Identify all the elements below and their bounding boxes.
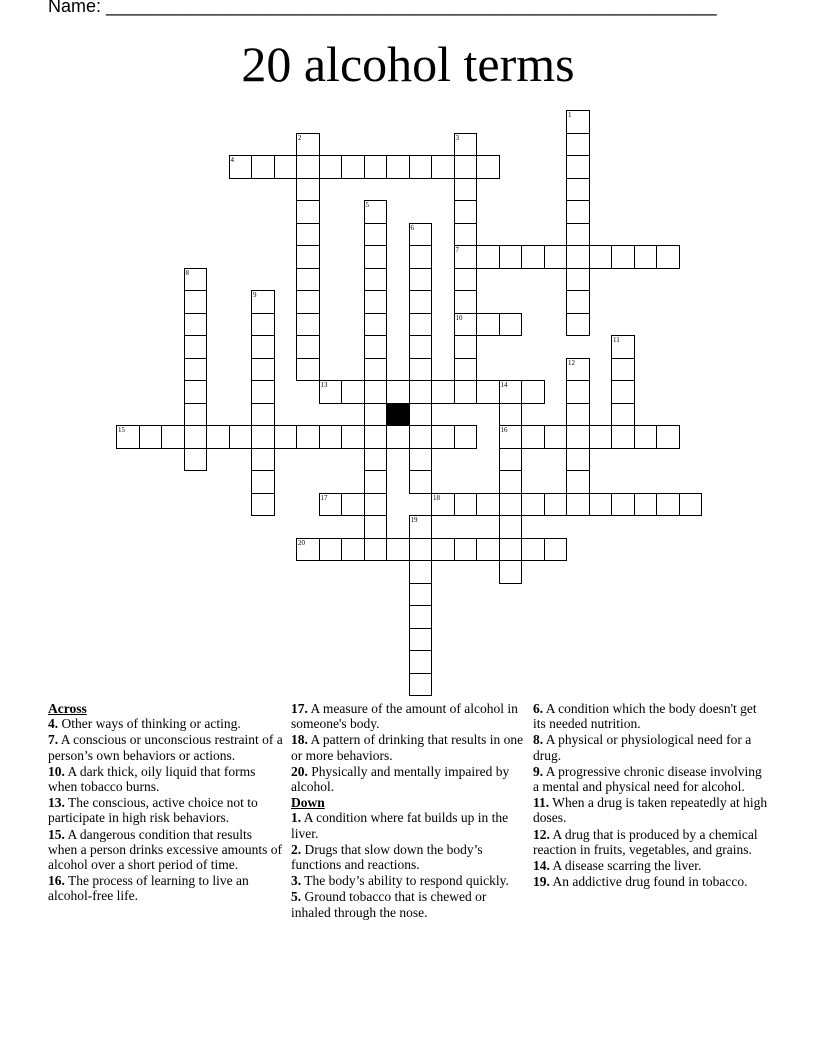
clue-number: 20. (291, 763, 308, 779)
grid-cell[interactable] (634, 493, 658, 517)
grid-cell[interactable] (409, 290, 433, 314)
clue-text: A condition which the body doesn't get its needed nutrition. (533, 701, 757, 732)
grid-cell[interactable] (454, 178, 478, 202)
grid-cell[interactable] (364, 380, 388, 404)
grid-cell[interactable] (566, 200, 590, 224)
cell-number: 20 (298, 538, 305, 547)
grid-cell[interactable] (566, 245, 590, 269)
grid-cell[interactable] (274, 425, 298, 449)
grid-cell[interactable] (521, 493, 545, 517)
grid-cell[interactable] (409, 605, 433, 629)
clue-text: A measure of the amount of alcohol in someone's body. (291, 701, 518, 732)
cell-number: 10 (455, 313, 463, 322)
grid-cell[interactable] (656, 493, 680, 517)
grid-cell[interactable] (409, 335, 433, 359)
clue-number: 8. (533, 732, 544, 748)
grid-cell[interactable] (454, 493, 478, 517)
grid-cell[interactable] (566, 133, 590, 157)
cell-number: 19 (410, 516, 418, 524)
grid-cell[interactable] (251, 335, 275, 359)
grid-cell[interactable] (319, 155, 343, 179)
grid-cell[interactable] (431, 380, 455, 404)
grid-cell[interactable] (296, 200, 320, 224)
across-clue (48, 795, 284, 825)
clue-column-1 (48, 701, 284, 905)
grid-cell[interactable] (364, 290, 388, 314)
grid-cell[interactable] (499, 448, 523, 472)
cell-number: 8 (185, 268, 189, 277)
grid-cell[interactable] (296, 538, 320, 562)
grid-cell[interactable] (364, 223, 388, 247)
grid-cell[interactable] (409, 628, 433, 652)
clue-number: 10. (48, 763, 65, 779)
grid-cell[interactable] (611, 358, 635, 382)
clue-column-2 (291, 701, 527, 921)
clue-number: 18. (291, 732, 308, 748)
grid-cell[interactable] (251, 358, 275, 382)
across-heading: Across (48, 701, 87, 716)
clue-text: Drugs that slow down the body’s functions and reactions. (291, 841, 483, 873)
cell-number: 2 (298, 133, 302, 142)
grid-cell[interactable] (364, 245, 388, 269)
grid-cell[interactable] (454, 538, 478, 562)
down-heading: Down (291, 795, 325, 811)
grid-cell[interactable] (679, 493, 703, 517)
grid-cell[interactable] (364, 515, 388, 539)
grid-cell[interactable] (589, 245, 613, 269)
grid-cell[interactable] (521, 245, 545, 269)
clue-number: 1. (291, 810, 302, 826)
grid-cell[interactable] (296, 223, 320, 247)
grid-cell[interactable] (296, 425, 320, 449)
cell-number: 5 (365, 201, 369, 209)
grid-cell[interactable] (409, 538, 433, 562)
grid-cell[interactable] (566, 155, 590, 179)
grid-cell[interactable] (611, 380, 635, 404)
across-clue (291, 701, 527, 731)
cell-number: 6 (410, 223, 414, 232)
grid-cell[interactable] (454, 133, 478, 157)
clue-number: 3. (291, 873, 302, 889)
grid-cell[interactable] (319, 425, 343, 449)
clue-text: A physical or physiological need for a drug. (533, 732, 752, 763)
grid-cell[interactable] (229, 425, 253, 449)
grid-cell[interactable] (364, 155, 388, 179)
grid-cell[interactable] (116, 425, 140, 449)
grid-cell[interactable] (566, 448, 590, 472)
grid-cell[interactable] (274, 155, 298, 179)
grid-cell[interactable] (454, 335, 478, 359)
grid-cell[interactable] (296, 313, 320, 337)
cell-number: 17 (320, 493, 328, 502)
grid-cell[interactable] (251, 493, 275, 517)
grid-cell[interactable] (566, 470, 590, 494)
down-clue (533, 732, 769, 762)
clue-number: 19. (533, 874, 550, 890)
clue-text: A conscious or unconscious restraint of a person’s own behaviors or actions. (48, 732, 283, 763)
grid-cell[interactable] (544, 538, 568, 562)
grid-cell[interactable] (409, 403, 433, 427)
grid-cell[interactable] (476, 493, 500, 517)
grid-cell[interactable] (296, 290, 320, 314)
grid-cell[interactable] (409, 560, 433, 584)
grid-cell[interactable] (611, 403, 635, 427)
grid-cell[interactable] (521, 538, 545, 562)
clue-number: 6. (533, 701, 544, 716)
grid-cell[interactable] (566, 425, 590, 449)
grid-cell[interactable] (184, 335, 208, 359)
grid-cell[interactable] (409, 425, 433, 449)
across-clue (291, 732, 527, 762)
grid-cell[interactable] (341, 425, 365, 449)
clue-text: The body’s ability to respond quickly. (304, 873, 509, 889)
cell-number: 16 (500, 426, 508, 434)
grid-cell[interactable] (341, 155, 365, 179)
cell-number: 12 (568, 358, 575, 367)
grid-cell[interactable] (611, 493, 635, 517)
clue-number: 14. (533, 858, 550, 874)
grid-cell[interactable] (634, 425, 658, 449)
grid-cell[interactable] (251, 470, 275, 494)
grid-cell[interactable] (634, 245, 658, 269)
across-clue (48, 764, 284, 794)
grid-cell[interactable] (341, 538, 365, 562)
clue-text: A progressive chronic disease involving a mental and physical need for alcohol. (533, 763, 762, 795)
grid-cell[interactable] (184, 358, 208, 382)
down-clue (533, 795, 769, 825)
clue-text: The conscious, active choice not to participate in high risk behaviors. (48, 795, 258, 826)
grid-cell[interactable] (454, 313, 478, 337)
black-square (386, 403, 410, 427)
grid-cell[interactable] (296, 335, 320, 359)
grid-cell[interactable] (611, 245, 635, 269)
grid-cell[interactable] (386, 380, 410, 404)
grid-cell[interactable] (409, 155, 433, 179)
grid-cell[interactable] (499, 245, 523, 269)
grid-cell[interactable] (499, 515, 523, 539)
grid-cell[interactable] (454, 268, 478, 292)
grid-cell[interactable] (611, 425, 635, 449)
grid-cell[interactable] (296, 358, 320, 382)
clue-number: 5. (291, 889, 302, 905)
grid-cell[interactable] (251, 313, 275, 337)
grid-cell[interactable] (184, 313, 208, 337)
grid-cell[interactable] (296, 245, 320, 269)
grid-cell[interactable] (184, 448, 208, 472)
grid-cell[interactable] (319, 538, 343, 562)
clue-column-3 (533, 701, 769, 890)
grid-cell[interactable] (409, 380, 433, 404)
grid-cell[interactable] (566, 178, 590, 202)
grid-cell[interactable] (386, 538, 410, 562)
grid-cell[interactable] (364, 268, 388, 292)
grid-cell[interactable] (364, 493, 388, 517)
down-clue (533, 874, 769, 889)
grid-cell[interactable] (409, 313, 433, 337)
grid-cell[interactable] (409, 223, 433, 247)
grid-cell[interactable] (364, 200, 388, 224)
grid-cell[interactable] (251, 380, 275, 404)
grid-cell[interactable] (499, 493, 523, 517)
clue-text: When a drug is taken repeatedly at high doses. (533, 795, 768, 826)
cell-number: 1 (568, 111, 572, 119)
grid-cell[interactable] (521, 380, 545, 404)
cell-number: 7 (455, 246, 459, 254)
grid-cell[interactable] (409, 268, 433, 292)
clue-text: An addictive drug found in tobacco. (552, 874, 748, 890)
grid-cell[interactable] (409, 448, 433, 472)
grid-cell[interactable] (251, 155, 275, 179)
down-clue (291, 889, 527, 919)
grid-cell[interactable] (476, 380, 500, 404)
down-clue (291, 842, 527, 872)
grid-cell[interactable] (296, 178, 320, 202)
grid-cell[interactable] (476, 313, 500, 337)
grid-cell[interactable] (409, 583, 433, 607)
grid-cell[interactable] (386, 155, 410, 179)
grid-cell[interactable] (499, 313, 523, 337)
grid-cell[interactable] (161, 425, 185, 449)
grid-cell[interactable] (476, 538, 500, 562)
grid-cell[interactable] (364, 313, 388, 337)
clue-text: Ground tobacco that is chewed or inhaled through the nose. (291, 889, 487, 920)
grid-cell[interactable] (566, 313, 590, 337)
grid-cell[interactable] (409, 245, 433, 269)
grid-cell[interactable] (184, 425, 208, 449)
grid-cell[interactable] (476, 155, 500, 179)
down-clue (291, 810, 527, 840)
across-clue (291, 764, 527, 794)
down-clue (291, 873, 527, 888)
cell-number: 4 (230, 156, 234, 164)
grid-cell[interactable] (184, 380, 208, 404)
grid-cell[interactable] (431, 538, 455, 562)
grid-cell[interactable] (184, 268, 208, 292)
grid-cell[interactable] (364, 448, 388, 472)
clue-number: 12. (533, 826, 550, 842)
grid-cell[interactable] (499, 380, 523, 404)
clue-number: 13. (48, 795, 65, 811)
clue-text: A condition where fat builds up in the liver. (291, 810, 509, 841)
grid-cell[interactable] (566, 223, 590, 247)
grid-cell[interactable] (251, 290, 275, 314)
clue-text: Other ways of thinking or acting. (61, 716, 241, 732)
clue-number: 7. (48, 732, 59, 748)
grid-cell[interactable] (544, 245, 568, 269)
clue-text: A drug that is produced by a chemical reaction in fruits, vegetables, and grains. (533, 826, 758, 857)
grid-cell[interactable] (386, 425, 410, 449)
grid-cell[interactable] (251, 403, 275, 427)
down-clue (533, 858, 769, 873)
down-clue (533, 701, 769, 731)
clue-number: 16. (48, 873, 65, 889)
grid-cell[interactable] (364, 403, 388, 427)
grid-cell[interactable] (566, 358, 590, 382)
cell-number: 11 (613, 336, 620, 344)
grid-cell[interactable] (454, 290, 478, 314)
grid-cell[interactable] (319, 493, 343, 517)
grid-cell[interactable] (499, 403, 523, 427)
clue-number: 15. (48, 826, 65, 842)
cell-number: 3 (455, 133, 459, 142)
grid-cell[interactable] (296, 133, 320, 157)
grid-cell[interactable] (364, 538, 388, 562)
grid-cell[interactable] (611, 335, 635, 359)
across-clue (48, 732, 284, 762)
grid-cell[interactable] (544, 493, 568, 517)
grid-cell[interactable] (544, 425, 568, 449)
grid-cell[interactable] (364, 335, 388, 359)
grid-cell[interactable] (184, 403, 208, 427)
grid-cell[interactable] (476, 245, 500, 269)
cell-number: 9 (253, 291, 257, 299)
grid-cell[interactable] (341, 380, 365, 404)
grid-cell[interactable] (409, 650, 433, 674)
grid-cell[interactable] (409, 515, 433, 539)
grid-cell[interactable] (589, 425, 613, 449)
grid-cell[interactable] (656, 425, 680, 449)
across-clue (48, 716, 284, 731)
cell-number: 13 (320, 381, 328, 389)
clue-text: A dangerous condition that results when a person drinks excessive amounts of alcohol over a short period of time. (48, 826, 282, 873)
grid-cell[interactable] (454, 200, 478, 224)
grid-cell[interactable] (499, 538, 523, 562)
grid-cell[interactable] (229, 155, 253, 179)
grid-cell[interactable] (431, 425, 455, 449)
grid-cell[interactable] (409, 358, 433, 382)
clue-text: Physically and mentally impaired by alcohol. (291, 763, 510, 795)
grid-cell[interactable] (499, 560, 523, 584)
name-field-label: Name: _____________________________________________________________ (48, 0, 717, 16)
grid-cell[interactable] (454, 425, 478, 449)
grid-cell[interactable] (364, 425, 388, 449)
clue-number: 9. (533, 763, 544, 779)
grid-cell[interactable] (296, 268, 320, 292)
cell-number: 15 (118, 426, 125, 434)
grid-cell[interactable] (566, 110, 590, 134)
grid-cell[interactable] (431, 493, 455, 517)
grid-cell[interactable] (296, 155, 320, 179)
grid-cell[interactable] (454, 155, 478, 179)
grid-cell[interactable] (566, 403, 590, 427)
grid-cell[interactable] (656, 245, 680, 269)
grid-cell[interactable] (566, 380, 590, 404)
grid-cell[interactable] (499, 425, 523, 449)
grid-cell[interactable] (409, 470, 433, 494)
clue-text: A pattern of drinking that results in one or more behaviors. (291, 732, 524, 763)
clue-number: 11. (533, 795, 550, 811)
grid-cell[interactable] (139, 425, 163, 449)
grid-cell[interactable] (341, 493, 365, 517)
grid-cell[interactable] (499, 470, 523, 494)
grid-cell[interactable] (454, 223, 478, 247)
grid-cell[interactable] (251, 425, 275, 449)
grid-cell[interactable] (566, 268, 590, 292)
grid-cell[interactable] (319, 380, 343, 404)
across-clue (48, 827, 284, 873)
grid-cell[interactable] (589, 493, 613, 517)
grid-cell[interactable] (521, 425, 545, 449)
grid-cell[interactable] (454, 245, 478, 269)
grid-cell[interactable] (454, 358, 478, 382)
grid-cell[interactable] (454, 380, 478, 404)
clue-number: 2. (291, 841, 302, 857)
grid-cell[interactable] (431, 155, 455, 179)
grid-cell[interactable] (251, 448, 275, 472)
grid-cell[interactable] (364, 470, 388, 494)
grid-cell[interactable] (566, 290, 590, 314)
clue-number: 4. (48, 716, 59, 732)
clue-number: 17. (291, 701, 308, 716)
clue-text: A dark thick, oily liquid that forms when tobacco burns. (48, 763, 256, 795)
cell-number: 18 (433, 493, 440, 502)
grid-cell[interactable] (409, 673, 433, 697)
clue-text: A disease scarring the liver. (552, 858, 702, 874)
grid-cell[interactable] (566, 493, 590, 517)
clue-text: The process of learning to live an alcohol-free life. (48, 873, 249, 904)
page-title: 20 alcohol terms (241, 36, 575, 92)
across-clue (48, 873, 284, 903)
down-clue (533, 827, 769, 857)
grid-cell[interactable] (184, 290, 208, 314)
cell-number: 14 (500, 381, 508, 389)
grid-cell[interactable] (364, 358, 388, 382)
grid-cell[interactable] (206, 425, 230, 449)
down-clue (533, 764, 769, 794)
